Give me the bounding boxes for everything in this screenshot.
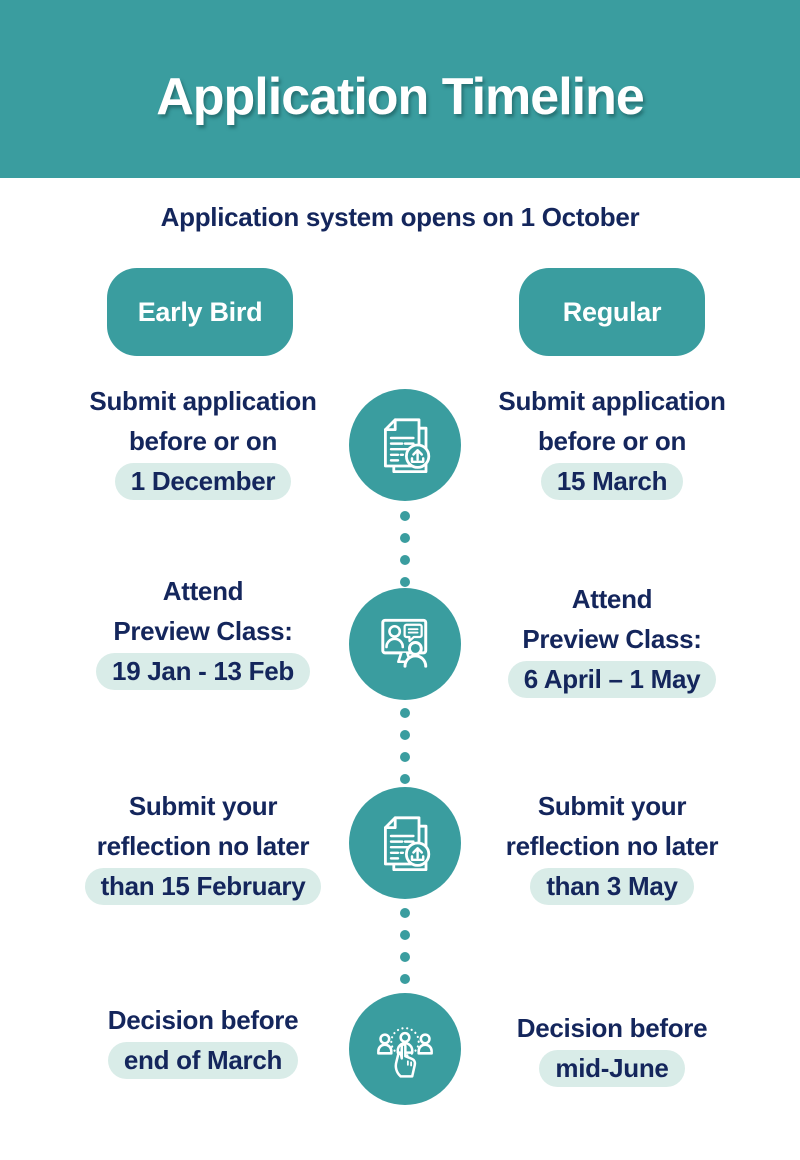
step-text: reflection no later bbox=[96, 831, 310, 861]
step-text: reflection no later bbox=[505, 831, 719, 861]
badge-early-bird bbox=[107, 268, 293, 356]
step-text: Submit your bbox=[537, 791, 687, 821]
preview-class-icon bbox=[368, 607, 442, 681]
document-upload-icon bbox=[370, 808, 440, 878]
highlight-date: mid-June bbox=[539, 1050, 684, 1087]
step-text: Preview Class: bbox=[113, 616, 293, 646]
timeline-dot bbox=[400, 974, 410, 984]
highlight-date: end of March bbox=[108, 1042, 298, 1079]
timeline-node-1 bbox=[349, 389, 461, 501]
regular-step-4 bbox=[472, 1008, 752, 1088]
timeline-dot bbox=[400, 752, 410, 762]
step-text: Submit your bbox=[128, 791, 278, 821]
regular-step-1 bbox=[472, 381, 752, 501]
step-text: Attend bbox=[162, 576, 244, 606]
header-band bbox=[0, 0, 800, 178]
document-upload-icon bbox=[370, 410, 440, 480]
early-bird-step-3 bbox=[63, 786, 343, 906]
timeline-dot bbox=[400, 774, 410, 784]
timeline-node-3 bbox=[349, 787, 461, 899]
highlight-date: than 3 May bbox=[530, 868, 693, 905]
subtitle: Application system opens on 1 October bbox=[160, 202, 640, 232]
step-text: before or on bbox=[537, 426, 687, 456]
step-text: Decision before bbox=[107, 1005, 299, 1035]
highlight-date: than 15 February bbox=[85, 868, 322, 905]
timeline-node-2 bbox=[349, 588, 461, 700]
highlight-date: 19 Jan - 13 Feb bbox=[96, 653, 310, 690]
timeline-dot bbox=[400, 577, 410, 587]
decision-select-icon bbox=[369, 1013, 441, 1085]
badge-regular-label: Regular bbox=[562, 296, 662, 327]
timeline-dot bbox=[400, 730, 410, 740]
timeline-dot bbox=[400, 930, 410, 940]
timeline-dot bbox=[400, 511, 410, 521]
regular-step-3 bbox=[472, 786, 752, 906]
regular-step-2 bbox=[472, 579, 752, 699]
timeline-dot bbox=[400, 555, 410, 565]
step-text: Attend bbox=[571, 584, 653, 614]
highlight-date: 6 April – 1 May bbox=[508, 661, 717, 698]
early-bird-step-1 bbox=[63, 381, 343, 501]
timeline-dot bbox=[400, 533, 410, 543]
step-text: Preview Class: bbox=[522, 624, 702, 654]
highlight-date: 15 March bbox=[541, 463, 683, 500]
step-text: Submit application bbox=[498, 386, 726, 416]
highlight-date: 1 December bbox=[115, 463, 291, 500]
step-text: Decision before bbox=[516, 1013, 708, 1043]
early-bird-step-4 bbox=[63, 1000, 343, 1080]
step-text: before or on bbox=[128, 426, 278, 456]
early-bird-step-2 bbox=[63, 571, 343, 691]
timeline-dot bbox=[400, 708, 410, 718]
timeline-dot bbox=[400, 908, 410, 918]
timeline-node-4 bbox=[349, 993, 461, 1105]
badge-early-bird-label: Early Bird bbox=[137, 296, 263, 327]
page-title: Application Timeline bbox=[156, 68, 644, 126]
step-text: Submit application bbox=[89, 386, 317, 416]
timeline-dot bbox=[400, 952, 410, 962]
badge-regular bbox=[519, 268, 705, 356]
